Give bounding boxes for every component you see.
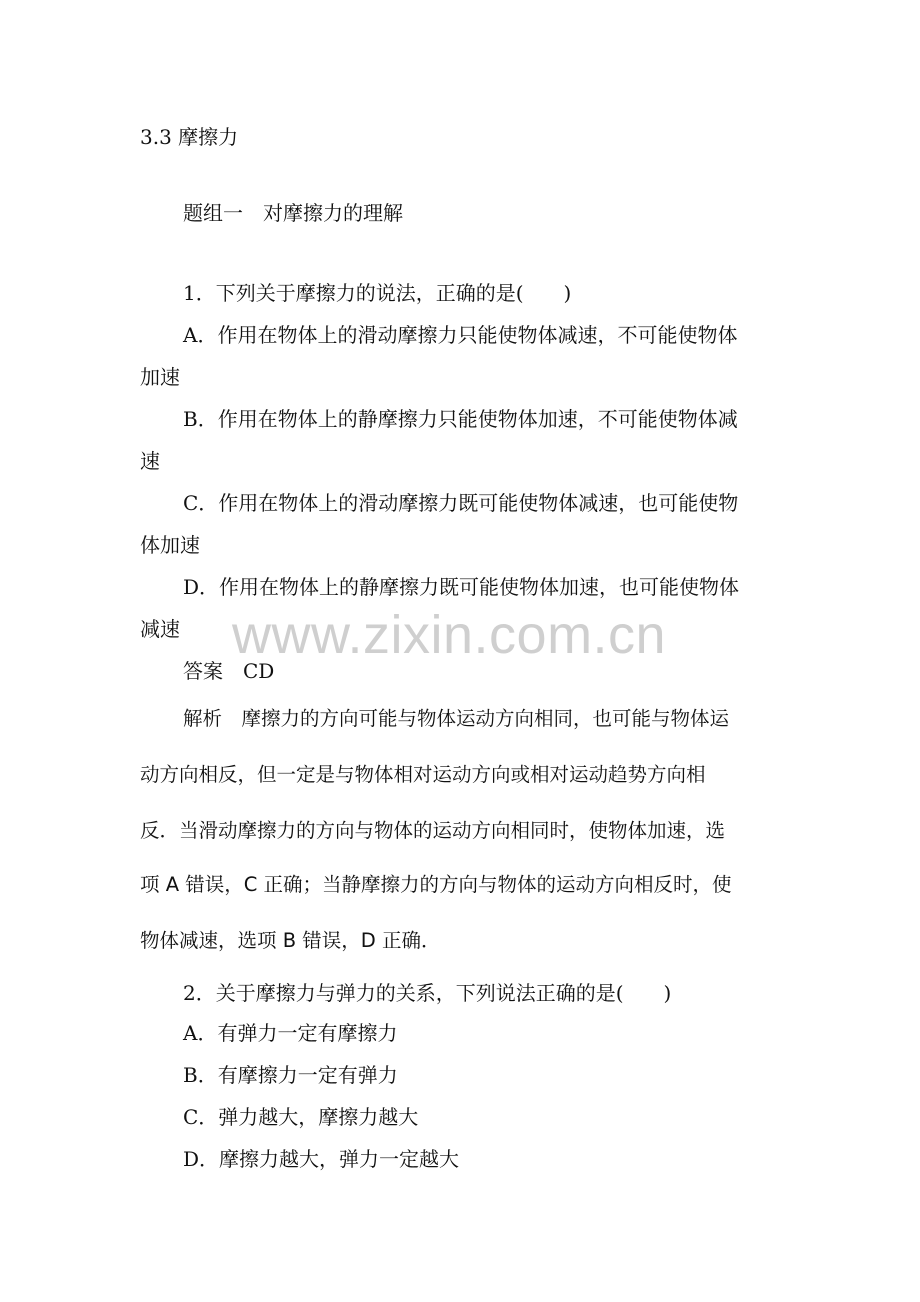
question-1-explanation-line: 物体减速，选项 B 错误，D 正确．	[140, 929, 441, 952]
question-1-option-d: D．作用在物体上的静摩擦力既可能使物体加速，也可能使物体	[183, 575, 740, 599]
question-1-option-a-cont: 加速	[140, 365, 180, 389]
question-2-option-c: C．弹力越大，摩擦力越大	[183, 1105, 419, 1129]
question-1-option-a: A．作用在物体上的滑动摩擦力只能使物体减速，不可能使物体	[183, 323, 738, 347]
question-1-stem: 1．下列关于摩擦力的说法，正确的是( )	[183, 281, 572, 305]
question-1-option-d-cont: 减速	[140, 617, 180, 641]
question-1-answer: 答案 CD	[183, 659, 275, 683]
question-2-option-b: B．有摩擦力一定有弹力	[183, 1063, 398, 1087]
question-2-option-a: A．有弹力一定有摩擦力	[183, 1021, 398, 1045]
question-1-explanation-line: 项 A 错误，C 正确；当静摩擦力的方向与物体的运动方向相反时，使	[140, 873, 732, 896]
question-1-explanation-line: 解析 摩擦力的方向可能与物体运动方向相同，也可能与物体运	[183, 707, 730, 730]
question-1-option-c: C．作用在物体上的滑动摩擦力既可能使物体减速，也可能使物	[183, 491, 739, 515]
question-1-option-c-cont: 体加速	[140, 533, 200, 557]
question-1-option-b-cont: 速	[140, 449, 160, 473]
watermark: www.zixin.com.cn	[232, 605, 667, 665]
question-1-explanation-line: 动方向相反，但一定是与物体相对运动方向或相对运动趋势方向相	[140, 763, 706, 786]
group-title: 题组一 对摩擦力的理解	[183, 201, 403, 225]
section-title: 3.3 摩擦力	[140, 125, 239, 149]
question-1-explanation-line: 反．当滑动摩擦力的方向与物体的运动方向相同时，使物体加速，选	[140, 819, 726, 842]
question-1-option-b: B．作用在物体上的静摩擦力只能使物体加速，不可能使物体减	[183, 407, 738, 431]
question-2-stem: 2．关于摩擦力与弹力的关系，下列说法正确的是( )	[183, 981, 672, 1005]
question-2-option-d: D．摩擦力越大，弹力一定越大	[183, 1147, 460, 1171]
